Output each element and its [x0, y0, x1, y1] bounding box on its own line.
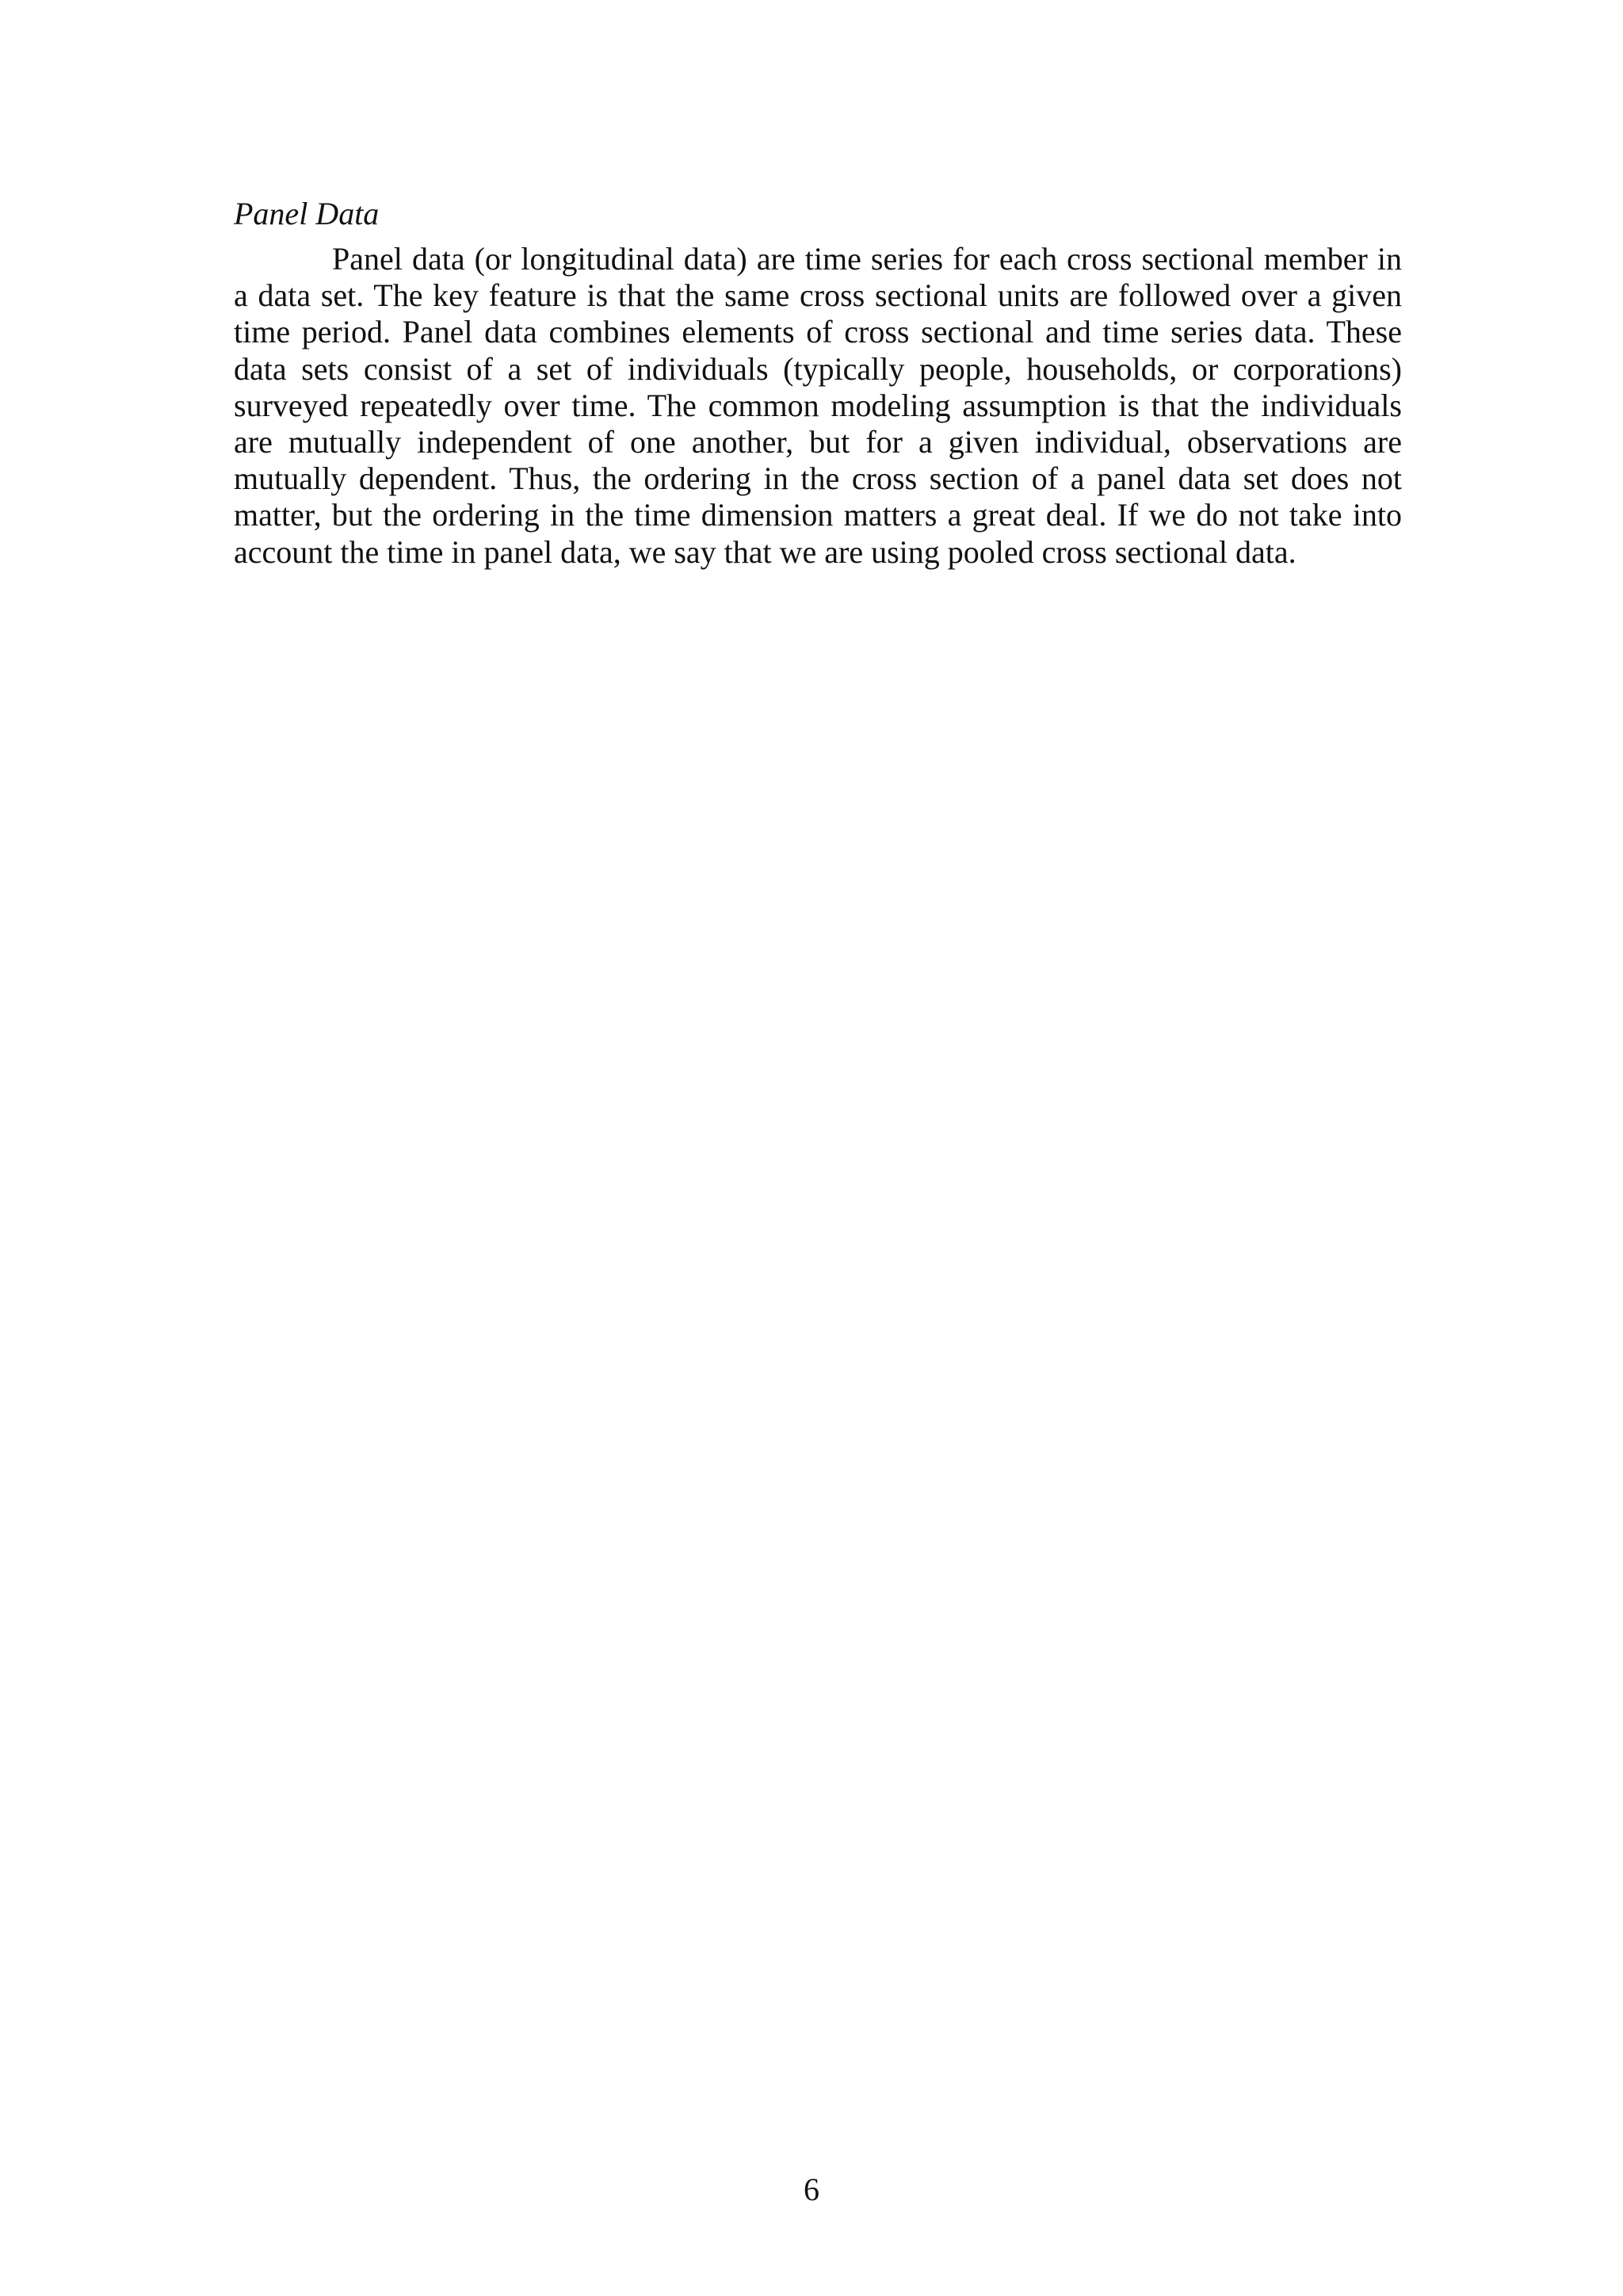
page-number: 6: [804, 2172, 819, 2207]
section-panel-data: [234, 192, 1402, 571]
section-heading: Panel Data: [234, 196, 380, 231]
body-paragraph: Panel data (or longitudinal data) are time series for each cross sectional member in a data set. The key feature is that the same cross sectional units are followed over a given time period. Panel data combines elements of cross sectional and time series data. These data sets consist of a set of individuals (typically people, households, or corporations) surveyed repeatedly over time. The common modeling assumption is that the individuals are mutually independent of one another, but for a given individual, observations are mutually dependent. Thus, the ordering in the cross section of a panel data set does not matter, but the ordering in the time dimension matters a great deal. If we do not take into account the time in panel data, we say that we are using pooled cross sectional data.: [234, 241, 1402, 570]
